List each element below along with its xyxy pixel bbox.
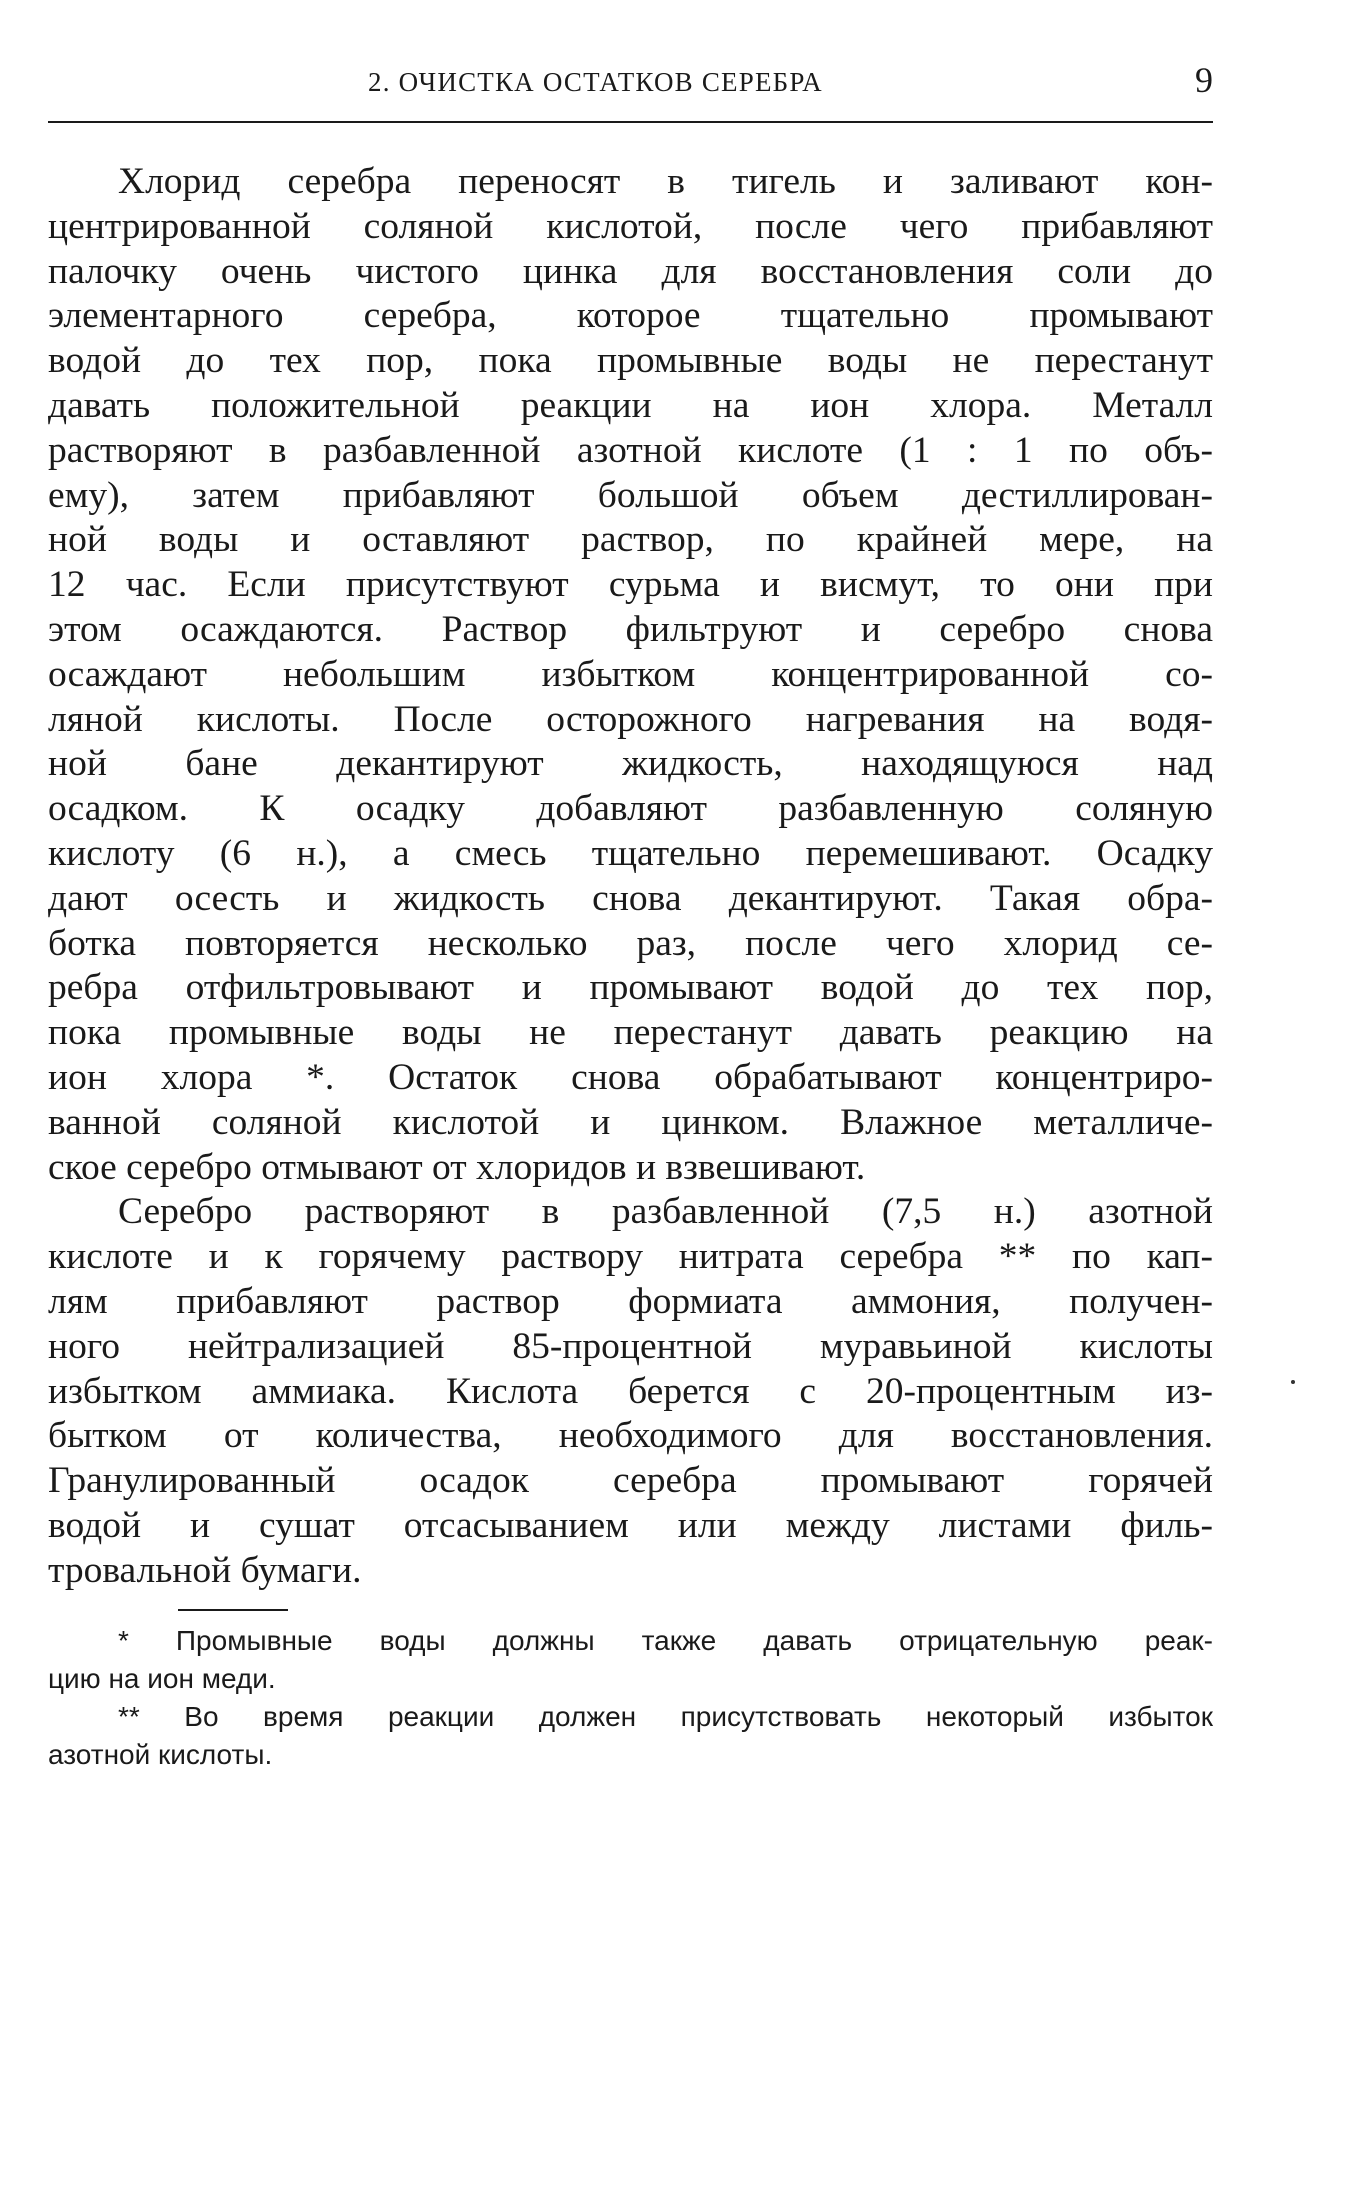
text-line: осадком. К осадку добавляют разбавленную соляную <box>48 788 1213 830</box>
text-line: водой и сушат отсасыванием или между листами филь- <box>48 1504 1213 1546</box>
text-line: осаждают небольшим избытком концентрированной со- <box>48 653 1213 695</box>
text-line: избытком аммиака. Кислота берется с 20-процентным из- <box>48 1370 1213 1412</box>
text-line: этом осаждаются. Раствор фильтруют и серебро снова <box>48 608 1213 650</box>
text-line: пока промывные воды не перестанут давать реакцию на <box>48 1012 1213 1054</box>
footnote <box>48 1622 1213 1698</box>
book-page <box>48 0 1213 2187</box>
text-line: ребра отфильтровывают и промывают водой до тех пор, <box>48 967 1213 1009</box>
text-line: дают осесть и жидкость снова декантируют. Такая обра- <box>48 877 1213 919</box>
body-text <box>48 160 1213 1594</box>
text-line: ион хлора *. Остаток снова обрабатывают концентриро- <box>48 1056 1213 1098</box>
text-line: Гранулированный осадок серебра промывают горячей <box>48 1460 1213 1502</box>
text-line: центрированной соляной кислотой, после чего прибавляют <box>48 205 1213 247</box>
text-line: кислоту (6 н.), а смесь тщательно перемешивают. Осадку <box>48 832 1213 874</box>
text-line: водой до тех пор, пока промывные воды не перестанут <box>48 340 1213 382</box>
text-line: Серебро растворяют в разбавленной (7,5 н.) азотной <box>118 1191 1213 1233</box>
footnotes <box>48 1622 1213 1774</box>
print-speck <box>1291 1380 1295 1384</box>
text-line: тровальной бумаги. <box>48 1549 362 1591</box>
footnote-line: азотной кислоты. <box>48 1739 273 1770</box>
paragraph <box>48 1190 1213 1593</box>
text-line: 12 час. Если присутствуют сурьма и висмут, то они при <box>48 564 1213 606</box>
text-line: бытком от количества, необходимого для восстановления. <box>48 1415 1213 1457</box>
text-line: Хлорид серебра переносят в тигель и заливают кон- <box>118 161 1213 202</box>
header-rule <box>48 121 1213 123</box>
text-line: ботка повторяется несколько раз, после чего хлорид се- <box>48 922 1213 964</box>
page-number: 9 <box>1195 60 1213 100</box>
text-line: ного нейтрализацией 85-процентной муравьиной кислоты <box>48 1325 1213 1367</box>
text-line: палочку очень чистого цинка для восстановления соли до <box>48 250 1213 292</box>
running-head <box>48 58 1213 108</box>
text-line: ское серебро отмывают от хлоридов и взвешивают. <box>48 1146 866 1188</box>
paragraph <box>48 160 1213 1190</box>
text-line: ной воды и оставляют раствор, по крайней мере, на <box>48 519 1213 561</box>
text-line: ему), затем прибавляют большой объем дестиллирован- <box>48 474 1213 516</box>
text-line: давать положительной реакции на ион хлора. Металл <box>48 384 1213 426</box>
text-line: ванной соляной кислотой и цинком. Влажное металличе- <box>48 1101 1213 1143</box>
text-line: элементарного серебра, которое тщательно промывают <box>48 295 1213 337</box>
text-line: лям прибавляют раствор формиата аммония, получен- <box>48 1280 1213 1322</box>
footnote-rule <box>178 1609 288 1611</box>
text-line: растворяют в разбавленной азотной кислоте (1 : 1 по объ- <box>48 429 1213 471</box>
text-line: ной бане декантируют жидкость, находящуюся над <box>48 743 1213 785</box>
footnote-line: * Промывные воды должны также давать отрицательную реак- <box>118 1625 1213 1656</box>
footnote-line: цию на ион меди. <box>48 1663 276 1694</box>
text-line: ляной кислоты. После осторожного нагревания на водя- <box>48 698 1213 740</box>
section-title: 2. ОЧИСТКА ОСТАТКОВ СЕРЕБРА <box>368 67 823 97</box>
text-line: кислоте и к горячему раствору нитрата серебра ** по кап- <box>48 1236 1213 1278</box>
footnote-line: ** Во время реакции должен присутствовать некоторый избыток <box>118 1701 1213 1732</box>
footnote <box>48 1698 1213 1774</box>
